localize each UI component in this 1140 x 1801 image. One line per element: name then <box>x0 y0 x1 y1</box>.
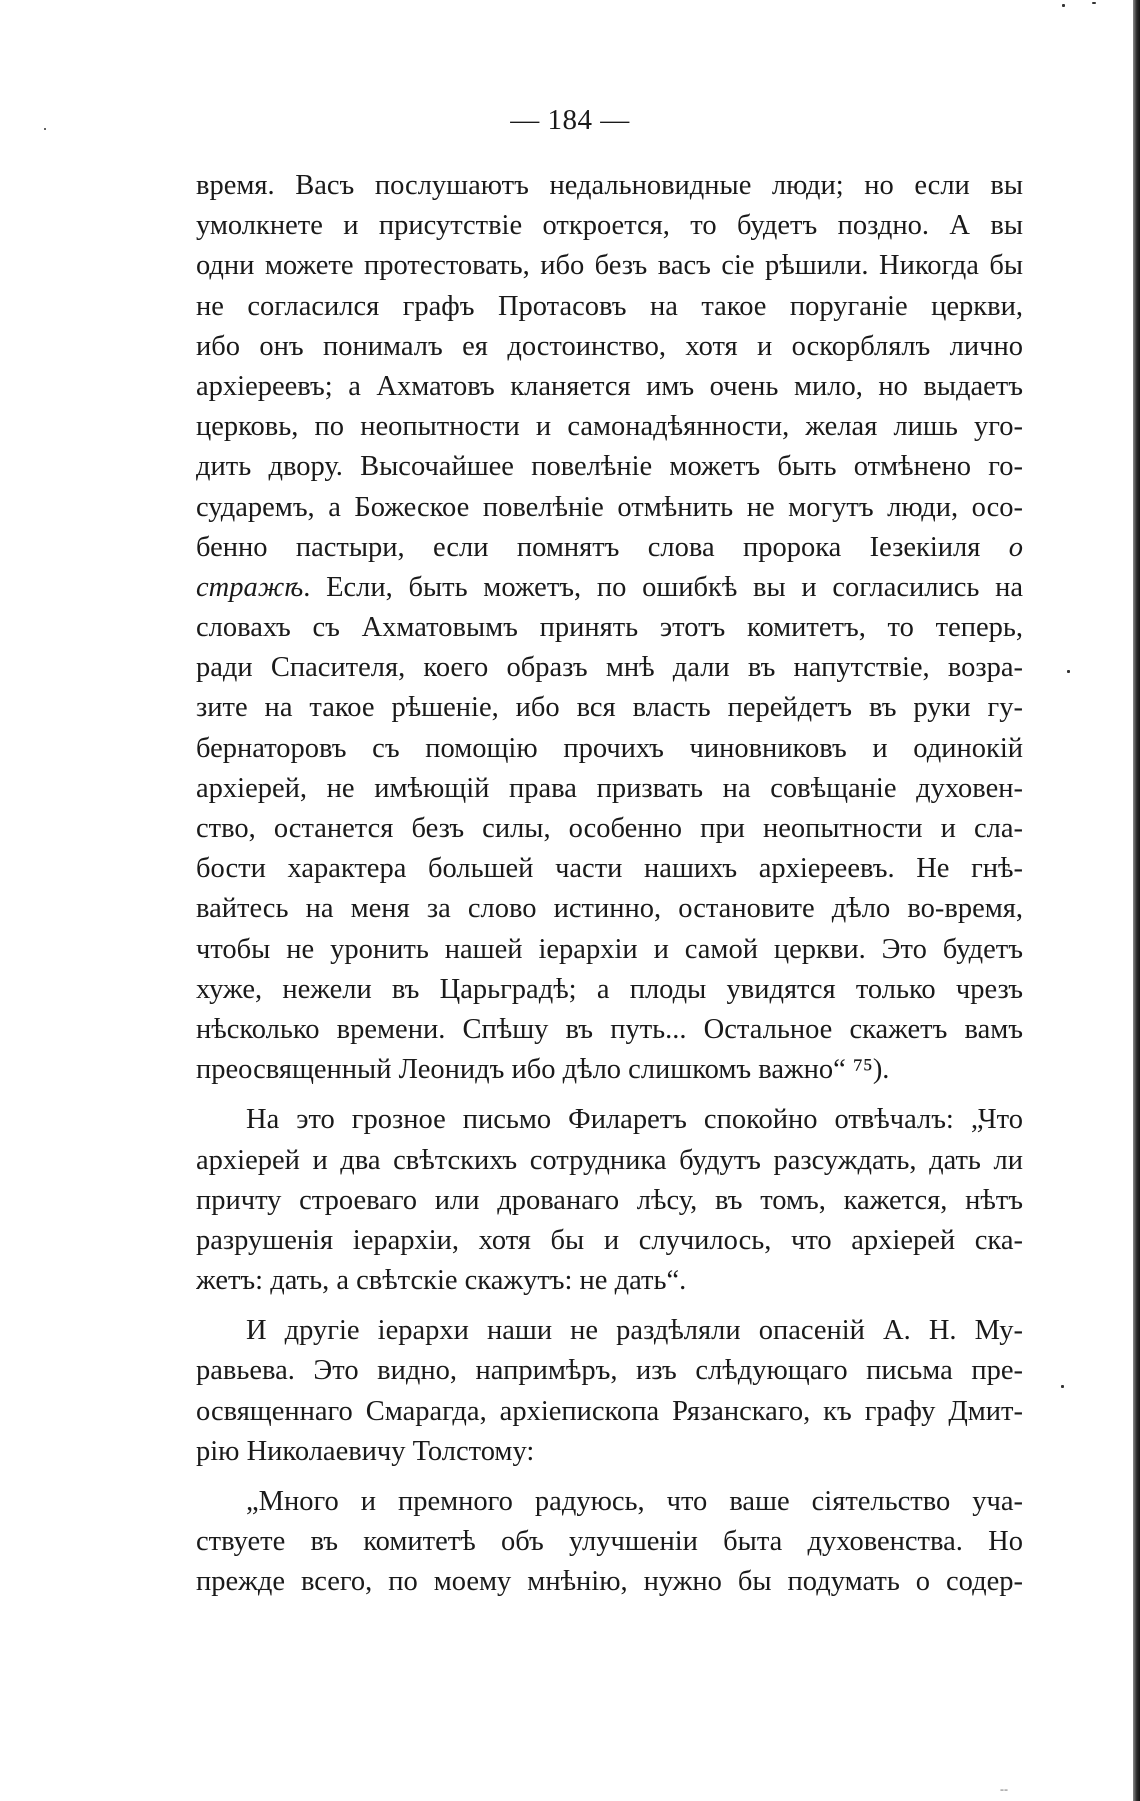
text-line: преосвященный Леонидъ ибо дѣло слишкомъ важно“ ⁷⁵). <box>196 1054 890 1086</box>
scan-speck <box>1061 1385 1064 1388</box>
text-line: стражѣ. Если, быть можетъ, по ошибкѣ вы и согласились на <box>196 571 1023 603</box>
body-text <box>196 166 1023 1603</box>
text-line: рію Николаевичу Толстому: <box>196 1435 535 1467</box>
text-line: умолкнете и присутствіе откроется, то будетъ поздно. А вы <box>196 210 1023 242</box>
text-line: хуже, нежели въ Царьградѣ; а плоды увидятся только чрезъ <box>196 973 1023 1005</box>
text-line: равьева. Это видно, напримѣръ, изъ слѣдующаго письма пре- <box>196 1355 1023 1387</box>
text-line: прежде всего, по моему мнѣнію, нужно бы подумать о содер- <box>196 1566 1023 1598</box>
text-line: нѣсколько времени. Спѣшу въ путь... Остальное скажетъ вамъ <box>196 1013 1023 1045</box>
text-line: ради Спасителя, коего образъ мнѣ дали въ напутствіе, возра- <box>196 652 1023 684</box>
text-line: архіереевъ; а Ахматовъ кланяется имъ очень мило, но выдаетъ <box>196 370 1023 402</box>
text-line: освященнаго Смарагда, архіепископа Рязанскаго, къ графу Дмит- <box>196 1395 1023 1427</box>
text-line-with-italic <box>196 528 1023 568</box>
text-line: разрушенія іерархіи, хотя бы и случилось, что архіерей ска- <box>196 1224 1023 1256</box>
paragraph-filaret-reply <box>196 1100 1023 1301</box>
text-line: „Много и премного радуюсь, что ваше сіятельство уча- <box>246 1486 1023 1517</box>
text-line: чтобы не уронить нашей іерархіи и самой церкви. Это будетъ <box>196 933 1023 965</box>
text-line: одни можете протестовать, ибо безъ васъ сіе рѣшили. Никогда бы <box>196 250 1023 282</box>
text-line: архіерей, не имѣющій права призвать на совѣщаніе духовен- <box>196 772 1023 804</box>
text-line: архіерей и два свѣтскихъ сотрудника будутъ разсуждать, дать ли <box>196 1144 1023 1176</box>
text-line: И другіе іерархи наши не раздѣляли опасеній А. Н. Му- <box>246 1315 1023 1347</box>
text-line: не согласился графъ Протасовъ на такое поруганіе церкви, <box>196 290 1023 322</box>
scan-speck <box>1062 4 1065 7</box>
page-number: — 184 — <box>510 104 630 136</box>
italic-word: стражѣ <box>196 571 304 603</box>
text-line: ибо онъ понималъ ея достоинство, хотя и оскорблялъ лично <box>196 330 1023 362</box>
text-segment: бенно пастыри, если помнятъ слова пророка Іезекіиля <box>196 531 981 563</box>
paragraph-letter-end <box>196 166 1023 1090</box>
text-line: зите на такое рѣшеніе, ибо вся власть перейдетъ въ руки гу- <box>196 692 1023 724</box>
text-line: ство, останется безъ силы, особенно при неопытности и сла- <box>196 813 1023 844</box>
text-line: вайтесь на меня за слово истинно, остановите дѣло во-время, <box>196 893 1023 925</box>
paragraph-smaragd-letter <box>196 1482 1023 1603</box>
text-line: словахъ съ Ахматовымъ принять этотъ комитетъ, то теперь, <box>196 612 1023 644</box>
text-line: причту строеваго или дрованаго лѣсу, въ томъ, кажется, нѣтъ <box>196 1184 1023 1216</box>
page-edge-shadow <box>1133 0 1140 1801</box>
paragraph-other-hierarchs <box>196 1311 1023 1472</box>
text-line: время. Васъ послушаютъ недальновидные люди; но если вы <box>196 170 1023 201</box>
text-line: сударемъ, а Божеское повелѣніе отмѣнить не могутъ люди, осо- <box>196 491 1023 523</box>
text-line: жетъ: дать, а свѣтскіе скажутъ: не дать“. <box>196 1265 687 1297</box>
text-line: бости характера большей части нашихъ архіереевъ. Не гнѣ- <box>196 853 1023 885</box>
text-line: церковь, по неопытности и самонадѣянности, желая лишь уго- <box>196 411 1023 443</box>
scan-footer-mark: -- <box>1000 1782 1008 1796</box>
text-line: На это грозное письмо Филаретъ спокойно отвѣчалъ: „Что <box>246 1104 1023 1136</box>
scan-speck <box>1092 2 1096 4</box>
italic-word: о <box>1008 531 1023 563</box>
text-line: дить двору. Высочайшее повелѣніе можетъ быть отмѣнено го- <box>196 451 1023 483</box>
text-line: ствуете въ комитетѣ объ улучшеніи быта духовенства. Но <box>196 1526 1023 1558</box>
text-line: бернаторовъ съ помощію прочихъ чиновниковъ и одинокій <box>196 732 1023 764</box>
scan-speck <box>1067 670 1070 673</box>
